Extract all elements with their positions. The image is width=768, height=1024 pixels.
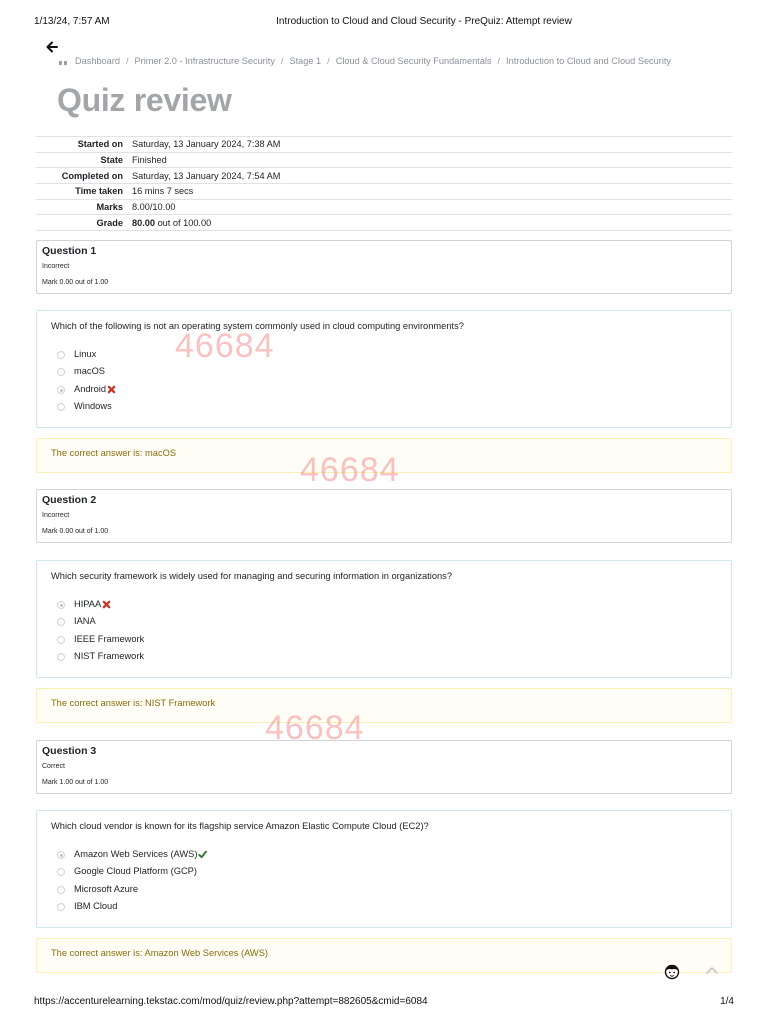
breadcrumb-course[interactable]: Primer 2.0 - Infrastructure Security [134,56,275,66]
question-text: Which cloud vendor is known for its flagship service Amazon Elastic Compute Cloud (EC2)? [51,821,429,831]
print-footer [34,996,734,1010]
incorrect-cross-icon [107,385,116,394]
grade-value: 80.00 [132,217,155,228]
answer-feedback [36,938,732,973]
question-formulation [36,310,732,428]
answer-radio[interactable] [57,368,65,376]
question-mark: Mark 1.00 out of 1.00 [42,779,109,786]
summary-value: Saturday, 13 January 2024, 7:54 AM [132,170,281,181]
answer-option [57,884,138,894]
breadcrumb-separator: / [125,56,129,66]
summary-value: Saturday, 13 January 2024, 7:38 AM [132,139,281,150]
answer-radio[interactable] [57,601,65,609]
summary-value [132,215,732,231]
summary-label: Marks [96,202,123,213]
question-info [36,740,732,794]
breadcrumb-separator: / [280,56,284,66]
incorrect-cross-icon [102,600,111,609]
answer-option [57,616,96,626]
summary-label: Completed on [61,170,123,181]
avatar-icon[interactable] [663,962,681,980]
summary-row [36,199,732,215]
answer-option [57,401,112,411]
question-info [36,240,732,294]
summary-row [36,184,732,200]
answer-radio[interactable] [57,886,65,894]
answer-label: Android [74,384,107,394]
print-page-number: 1/4 [720,996,734,1007]
answer-option [57,901,117,911]
summary-label: State [100,155,123,166]
watermark: 46684 [175,327,275,365]
breadcrumb-stage[interactable]: Stage 1 [289,56,322,66]
breadcrumb-quiz[interactable]: Introduction to Cloud and Cloud Security [506,56,672,66]
answer-radio[interactable] [57,851,65,859]
answer-label: Linux [74,349,97,359]
question-formulation [36,560,732,678]
grade-suffix: out of 100.00 [157,217,212,228]
answer-radio[interactable] [57,653,65,661]
answer-radio[interactable] [57,386,65,394]
answer-feedback [36,688,732,723]
question-number: Question 3 [42,745,97,757]
answer-label: HIPAA [74,599,102,609]
question-mark: Mark 0.00 out of 1.00 [42,528,109,535]
summary-label: Time taken [75,186,123,197]
answer-option [57,651,144,661]
correct-answer-text: The correct answer is: Amazon Web Services (AWS) [51,948,268,958]
watermark: 46684 [265,709,365,747]
summary-value: 16 mins 7 secs [132,186,194,197]
question-info [36,489,732,543]
print-title: Introduction to Cloud and Cloud Security - PreQuiz: Attempt review [276,16,572,27]
answer-radio[interactable] [57,903,65,911]
question-number: Question 2 [42,494,97,506]
answer-option [57,866,197,876]
answer-label: IANA [74,616,96,626]
answer-label: IBM Cloud [74,901,118,911]
answer-option [57,849,207,859]
breadcrumb-dashboard[interactable]: Dashboard [75,56,120,66]
answer-label: Google Cloud Platform (GCP) [74,866,197,876]
chevron-up-icon[interactable] [705,964,719,976]
answer-radio[interactable] [57,636,65,644]
answer-radio[interactable] [57,868,65,876]
back-arrow-icon[interactable] [45,40,59,54]
answer-label: NIST Framework [74,651,145,661]
answer-radio[interactable] [57,351,65,359]
breadcrumb [58,56,671,66]
question-mark: Mark 0.00 out of 1.00 [42,279,109,286]
answer-radio[interactable] [57,403,65,411]
question-state: Correct [42,763,65,770]
print-header [34,16,734,30]
breadcrumb-separator: / [497,56,501,66]
question-text: Which security framework is widely used for managing and securing information in organizations? [51,571,452,581]
correct-check-icon [198,850,207,859]
attempt-summary-table [36,136,732,231]
answer-option [57,599,111,609]
summary-value: Finished [132,155,167,166]
summary-row [36,215,732,231]
question-state: Incorrect [42,512,70,519]
page-title: Quiz review [57,82,232,118]
summary-label: Started on [77,139,123,150]
home-icon [58,57,69,66]
question-number: Question 1 [42,245,97,257]
answer-label: Amazon Web Services (AWS) [74,849,198,859]
answer-option [57,634,144,644]
answer-label: macOS [74,366,105,376]
summary-label: Grade [96,217,123,228]
print-timestamp: 1/13/24, 7:57 AM [34,16,110,27]
correct-answer-text: The correct answer is: NIST Framework [51,698,216,708]
answer-option [57,349,96,359]
answer-radio[interactable] [57,618,65,626]
breadcrumb-section[interactable]: Cloud & Cloud Security Fundamentals [335,56,492,66]
answer-label: IEEE Framework [74,634,145,644]
summary-row [36,168,732,184]
breadcrumb-separator: / [327,56,330,66]
print-url: https://accenturelearning.tekstac.com/mod/quiz/review.php?attempt=882605&cmid=6084 [34,996,428,1007]
answer-feedback [36,438,732,473]
answer-label: Microsoft Azure [74,884,139,894]
question-state: Incorrect [42,263,70,270]
question-text: Which of the following is not an operating system commonly used in cloud computing environments? [51,321,464,331]
summary-row [36,137,732,153]
watermark: 46684 [300,451,400,489]
correct-answer-text: The correct answer is: macOS [51,448,177,458]
answer-option [57,366,105,376]
summary-row [36,152,732,168]
answer-label: Windows [74,401,112,411]
question-formulation [36,810,732,928]
summary-value: 8.00/10.00 [132,202,176,213]
answer-option [57,384,116,394]
